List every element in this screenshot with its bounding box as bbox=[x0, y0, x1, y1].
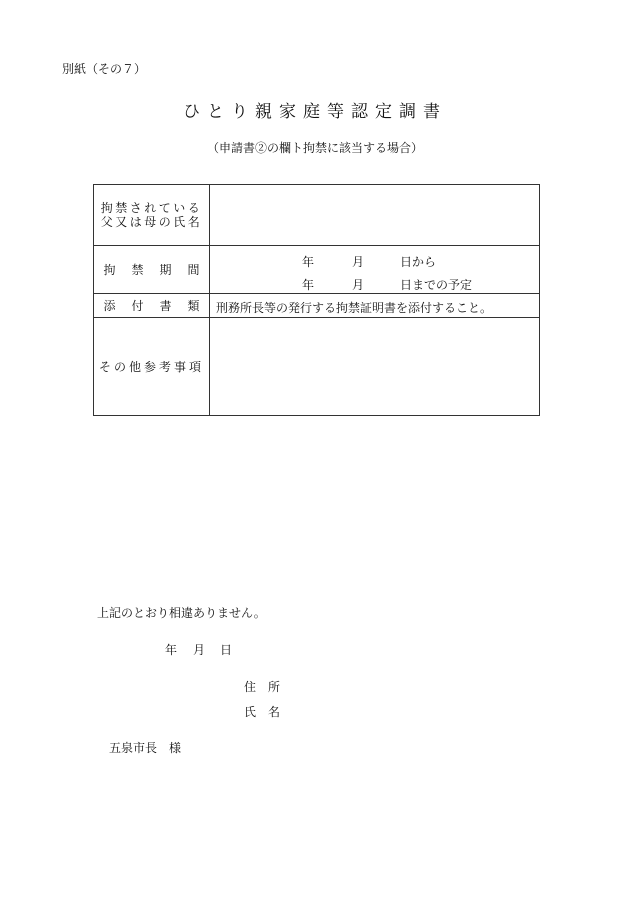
period-to-month: 月 bbox=[352, 278, 365, 292]
date-day: 日 bbox=[220, 643, 233, 657]
certification-table bbox=[93, 184, 540, 416]
attachments-label-char: 付 bbox=[131, 299, 144, 313]
address-label-char: 所 bbox=[267, 680, 280, 694]
detained-parent-label-line2: 父又は母の氏名 bbox=[100, 215, 203, 229]
other-notes-label-text: その他参考事項 bbox=[98, 360, 204, 374]
address-label-char: 住 bbox=[244, 680, 257, 694]
other-notes-label bbox=[94, 318, 210, 415]
address-label bbox=[244, 678, 280, 695]
name-label-char: 氏 bbox=[244, 705, 257, 719]
period-from-month: 月 bbox=[352, 255, 365, 269]
detained-parent-label bbox=[94, 185, 210, 245]
attachments-label-char: 添 bbox=[103, 299, 116, 313]
attachments-label-char: 書 bbox=[159, 299, 172, 313]
period-to-year: 年 bbox=[302, 278, 315, 292]
detention-period-label-char: 禁 bbox=[131, 263, 144, 277]
period-from-line bbox=[210, 253, 539, 269]
detained-parent-name-field[interactable] bbox=[210, 185, 539, 245]
date-year: 年 bbox=[165, 643, 178, 657]
period-to-day: 日までの予定 bbox=[400, 278, 473, 292]
address-line[interactable] bbox=[244, 678, 280, 695]
declaration-text: 上記のとおり相違ありません。 bbox=[97, 606, 266, 620]
other-notes-field[interactable] bbox=[210, 318, 539, 415]
attachments-row bbox=[94, 294, 539, 318]
detention-period-field[interactable] bbox=[210, 246, 539, 293]
detained-parent-row bbox=[94, 185, 539, 246]
attachments-value bbox=[210, 294, 539, 317]
document-subtitle: （申請書②の欄ト拘禁に該当する場合） bbox=[206, 141, 423, 155]
name-label-char: 名 bbox=[267, 705, 280, 719]
detention-period-label-char: 間 bbox=[187, 263, 200, 277]
name-line[interactable] bbox=[244, 703, 280, 720]
detention-period-label bbox=[94, 246, 210, 293]
detention-period-label-char: 拘 bbox=[103, 263, 116, 277]
detention-period-label-char: 期 bbox=[159, 263, 172, 277]
attachments-label-char: 類 bbox=[187, 299, 200, 313]
addressee: 五泉市長 様 bbox=[109, 741, 182, 755]
annex-label: 別紙（その７） bbox=[62, 62, 147, 76]
name-label bbox=[244, 703, 280, 720]
detained-parent-label-line1: 拘禁されている bbox=[100, 201, 203, 215]
attachments-instruction: 刑務所長等の発行する拘禁証明書を添付すること。 bbox=[216, 301, 493, 315]
other-notes-row bbox=[94, 318, 539, 415]
document-title: ひとり親家庭等認定調書 bbox=[183, 102, 447, 122]
date-month: 月 bbox=[193, 643, 206, 657]
period-from-day: 日から bbox=[400, 255, 437, 269]
detention-period-row bbox=[94, 246, 539, 294]
period-from-year: 年 bbox=[302, 255, 315, 269]
attachments-label bbox=[94, 294, 210, 317]
period-to-line bbox=[210, 276, 539, 292]
